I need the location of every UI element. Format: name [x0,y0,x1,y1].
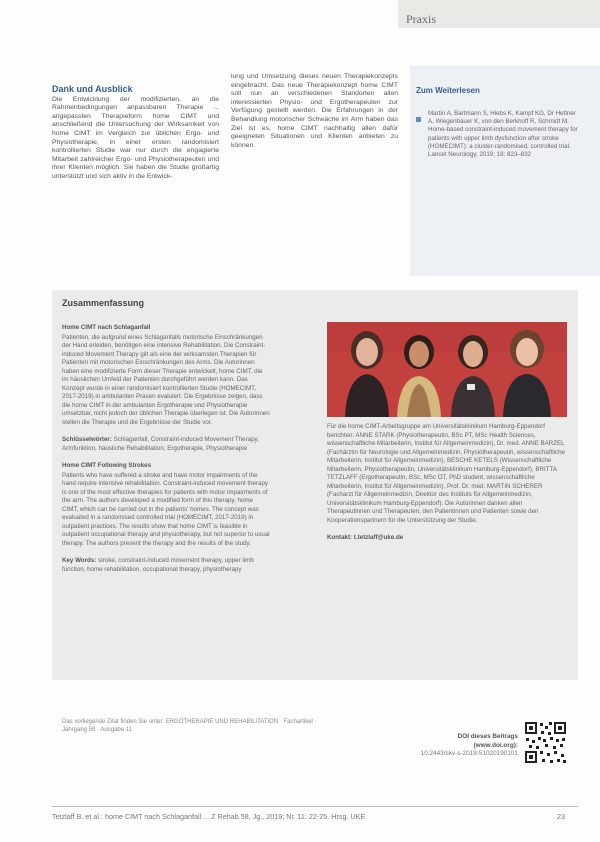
further-reading-box [410,66,600,276]
keywords-text: stroke, constraint-induced movement therapy, upper limb function, home rehabilitation, occupational therapy, physiotherapy [62,557,254,573]
summary-title: Zusammenfassung [62,298,145,308]
section-heading: Dank und Ausblick [52,84,133,94]
summary-heading: Home CIMT nach Schlaganfall [62,324,151,331]
keywords-en [62,557,270,574]
footer-citation: Tetzlaff B. et al.: home CIMT nach Schlaganfall ... Z Rehab 58, Jg., 2019; Nr. 11: 22-25. Hrsg. UKE [52,812,366,821]
keywords-de [62,436,270,453]
column-text: Die Entwicklung der modifizierten, an die Rahmenbedingungen anpassbaren Therapie ... angepassten Therapieform home CIMT und anschließend die Untersuchung der Wirksamkeit von home CIMT im Vergleich zur üblichen Ergo- und Physiotherapie, in einer ersten randomisiert kontrollierten Studie war nur durch die engagierte Mitarbeit zahlreicher Ergo- und Physiotherapeuten und ihrer Klienten möglich. Sie haben die Studie großartig unterstützt und sich aktiv in die Entwick- [52,95,219,180]
section-label: Praxis [406,12,436,26]
keywords-text: Schlaganfall, Constraint-induced Movement Therapy, Armfunktion, häusliche Rehabilitation, Ergotherapie, Physiotherapie [62,436,259,452]
bullet-icon [416,117,421,122]
doi-block [420,733,518,759]
qr-code-icon[interactable] [523,720,568,765]
authors-text: Für die home CIMT-Arbeitsgruppe am Universitätsklinikum Hamburg-Eppendorf berichten: ANNE STARK (Physiotherapeutin, BSc PT, MSc Health Sciences, wissenschaftliche Mitarbeiterin, Institut für Allgemeinmedizin), Dr. med. ANNE BARZEL (Fachärztin für Neurologie und Allgemeinmedizin, Physiotherapeutin, wissenschaftliche Mitarbeiterin, Institut für Allgemeinmedizin), BESCHE KETELS (Wissenschaftliche Mitarbeiterin, Physiotherapeutin, Universitätsklinikum Hamburg-Eppendorf), BRITTA TETZLAFF (Ergotherapeutin, BSc, MSc OT, PhD student, wissenschaftliche Mitarbeiterin, Institut für Allgemeinmedizin), Prof. Dr. med. MARTIN SCHERER (Facharzt für Allgemeinmedizin, Direktor des Instituts für Allgemeinmedizin, Universitätsklinikum Hamburg-Eppendorf). Die Autorinnen danken allen Therapeutinnen und Therapeuten, den Patientinnen und Patienten sowie den Kooperationspartnern für die Unterstützung der Studie. [327,423,565,524]
further-reading-title: Zum Weiterlesen [416,86,480,95]
footer-divider [52,806,578,807]
summary-section-en [62,462,270,548]
contact-text: Kontakt: t.tetzlaff@uke.de [327,534,404,541]
authors-photo [327,322,567,417]
citation-note: Das vorliegende Zitat finden Sie unter: ERGOTHERAPIE UND REHABILITATION · Fachartikel · Jahrgang 58 · Ausgabe 11 [62,719,317,734]
summary-right-column [327,423,567,543]
summary-heading: Home CIMT Following Strokes [62,462,152,469]
doi-value: 10.2443/skv-s-2019-51020190101 [420,750,518,757]
column-right [231,73,398,150]
authors-photo-drawing [327,322,567,417]
page-number: 23 [557,812,565,821]
keywords-label: Key Words: [62,557,97,564]
summary-text: Patients who have suffered a stroke and have motor impairments of the hand require intensive rehabilitation. Constraint-induced movement therapy is one of the most effective therapies for patients with motor impairments of the arm. The authors developed a modified form of this therapy, home CIMT, which can be carried out in the patients' homes. The concept was evaluated in a randomised controlled trial (HOMECIMT, 2017-2019) in outpatient practices. The results show that home CIMT is feasible in outpatient occupational therapy and physiotherapy, but not superior to usual therapy. The authors present the therapy and the results of the study. [62,471,270,547]
summary-left-column [62,324,270,583]
column-text: lung und Umsetzung dieses neuen Therapiekonzepts eingebracht. Das neue Therapiekonzept home CIMT soll nun an verschiedenen Standorten allen interessierten Physio- und Ergotherapeuten zur Verfügung gestellt werden. Die Erfahrungen in der Behandlung motorischer Schwäche im Arm haben das Ziel ist es, home CIMT nachhaltig allen dafür geeigneten Situationen und Klienten anbieten zu können. [231,73,398,149]
summary-text: Patienten, die aufgrund eines Schlaganfalls motorische Einschränkungen der Hand erleiden, benötigen eine intensive Rehabilitation. Die Constraint-induced Movement Therapy gilt als eine der wirksamsten Therapien für Patienten mit motorischen Einschränkungen des Arms. Die Autorinnen haben eine modifizierte Form dieser Therapie entwickelt, home CIMT, die im häuslichen Umfeld der Patienten durchgeführt werden kann. Das Konzept wurde in einer randomisiert kontrollierten Studie (HOMECIMT, 2017-2019) in ambulanten Praxen evaluiert. Die Ergebnisse zeigen, dass die home CIMT in der ambulanten Ergotherapie und Physiotherapie umsetzbar, nicht jedoch der üblichen Therapie überlegen ist. Die Autorinnen stellen die Therapie und die Ergebnisse der Studie vor. [62,333,270,426]
further-reading-bar [410,66,600,70]
reference-text: Martin A, Bartmann S, Hiebs K, Kampf KG, Dr Hettner A, Wiegenbauer K, von den Berkhoff R, Schmidt M. Home-based constraint-induced movement therapy for patients with upper limb dysfunction after stroke (HOMECIMT): a cluster-randomised, controlled trial. Lancet Neurology, 2019; 18: 823–832 [428,110,578,159]
summary-section-de [62,324,270,427]
doi-label: DOI dieses Beitrags (www.doi.org): [457,733,518,749]
keywords-label: Schlüsselwörter: [62,436,112,443]
column-left [52,85,219,182]
